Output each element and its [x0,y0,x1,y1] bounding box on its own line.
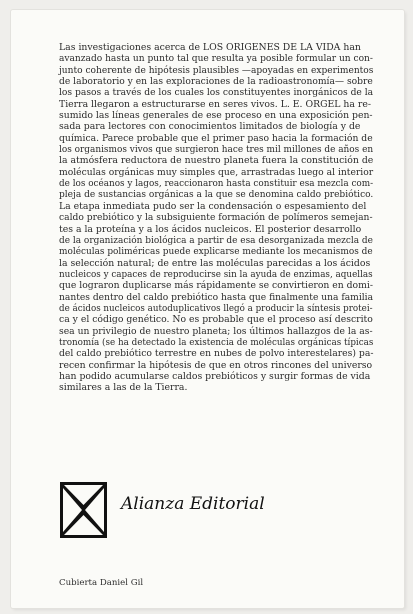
blurb-line: del caldo prebiótico terrestre en nubes de polvo interestelares) pa- [59,348,374,360]
blurb-line: junto coherente de hipótesis plausibles —apoyadas en experimentos [59,64,374,76]
blurb-line: moléculas poliméricas puede explicarse mediante los mecanismos de [59,246,373,258]
blurb-line: caldo prebiótico y la subsiguiente formación de polímeros semejan- [59,212,373,224]
blurb-line: sada para lectores con conocimientos limitados de biología y de [59,121,361,133]
blurb-line: Las investigaciones acerca de LOS ORIGENES DE LA VIDA han [59,42,361,53]
cover-credit: Cubierta Daniel Gil [59,578,144,588]
blurb-line: nucleicos y capaces de reproducirse sin la ayuda de enzimas, aquellas [59,268,373,280]
blurb-line: sumido las líneas generales de ese proceso en una exposición pen- [59,110,373,122]
blurb-line: ca y el código genético. No es probable que el proceso así descrito [59,314,373,326]
blurb-line: han podido acumularse caldos prebióticos y surgir formas de vida [59,370,371,382]
alianza-logo [60,482,107,538]
publisher-name: Alianza Editorial [121,494,265,514]
blurb-line: que lograron duplicarse más rápidamente se convirtieron en domi- [59,280,373,292]
book-back-cover [11,10,404,608]
blurb-line: tronomía (se ha detectado la existencia de moléculas orgánicas típicas [59,336,374,348]
blurb-line: química. Parece probable que el primer paso hacia la formación de [59,132,373,144]
blurb-line: la atmósfera reductora de nuestro planeta fuera la constitución de [59,155,374,167]
blurb-line: los pasos a través de los cuales los constituyentes inorgánicos de la [59,87,374,99]
blurb-line: la selección natural; de entre las moléculas parecidas a los ácidos [59,257,371,269]
blurb-line: sea un privilegio de nuestro planeta; los últimos hallazgos de la as- [59,325,373,337]
blurb-line: nantes dentro del caldo prebiótico hasta que finalmente una familia [59,291,374,303]
blurb-line: de laboratorio y en las exploraciones de la radioastronomía— sobre [59,76,373,88]
blurb-line: similares a las de la Tierra. [59,382,188,394]
blurb-line: recen confirmar la hipótesis de que en otros rincones del universo [59,359,373,371]
blurb-line: tes a la proteína y a los ácidos nucleicos. El posterior desarrollo [59,223,362,235]
blurb-line: La etapa inmediata pudo ser la condensación o espesamiento del [59,200,367,212]
blurb-line: de ácidos nucleicos autoduplicativos llegó a producir la síntesis protei- [59,302,373,314]
blurb-line: los organismos vivos que surgieron hace tres mil millones de años en [59,144,374,156]
blurb-line: avanzado hasta un punto tal que resulta ya posible formular un con- [59,53,373,65]
blurb-line: pleja de sustancias orgánicas a la que se denomina caldo prebiótico. [59,189,374,201]
blurb-line: de la organización biológica a partir de esa desorganizada mezcla de [59,234,373,246]
cover-blurb [59,42,373,394]
blurb-line: Tierra llegaron a estructurarse en seres vivos. L. E. ORGEL ha re- [59,98,371,110]
blurb-line: moléculas orgánicas muy simples que, arrastradas luego al interior [59,166,374,178]
blurb-line: de los océanos y lagos, reaccionaron hasta constituir esa mezcla com- [59,178,374,190]
